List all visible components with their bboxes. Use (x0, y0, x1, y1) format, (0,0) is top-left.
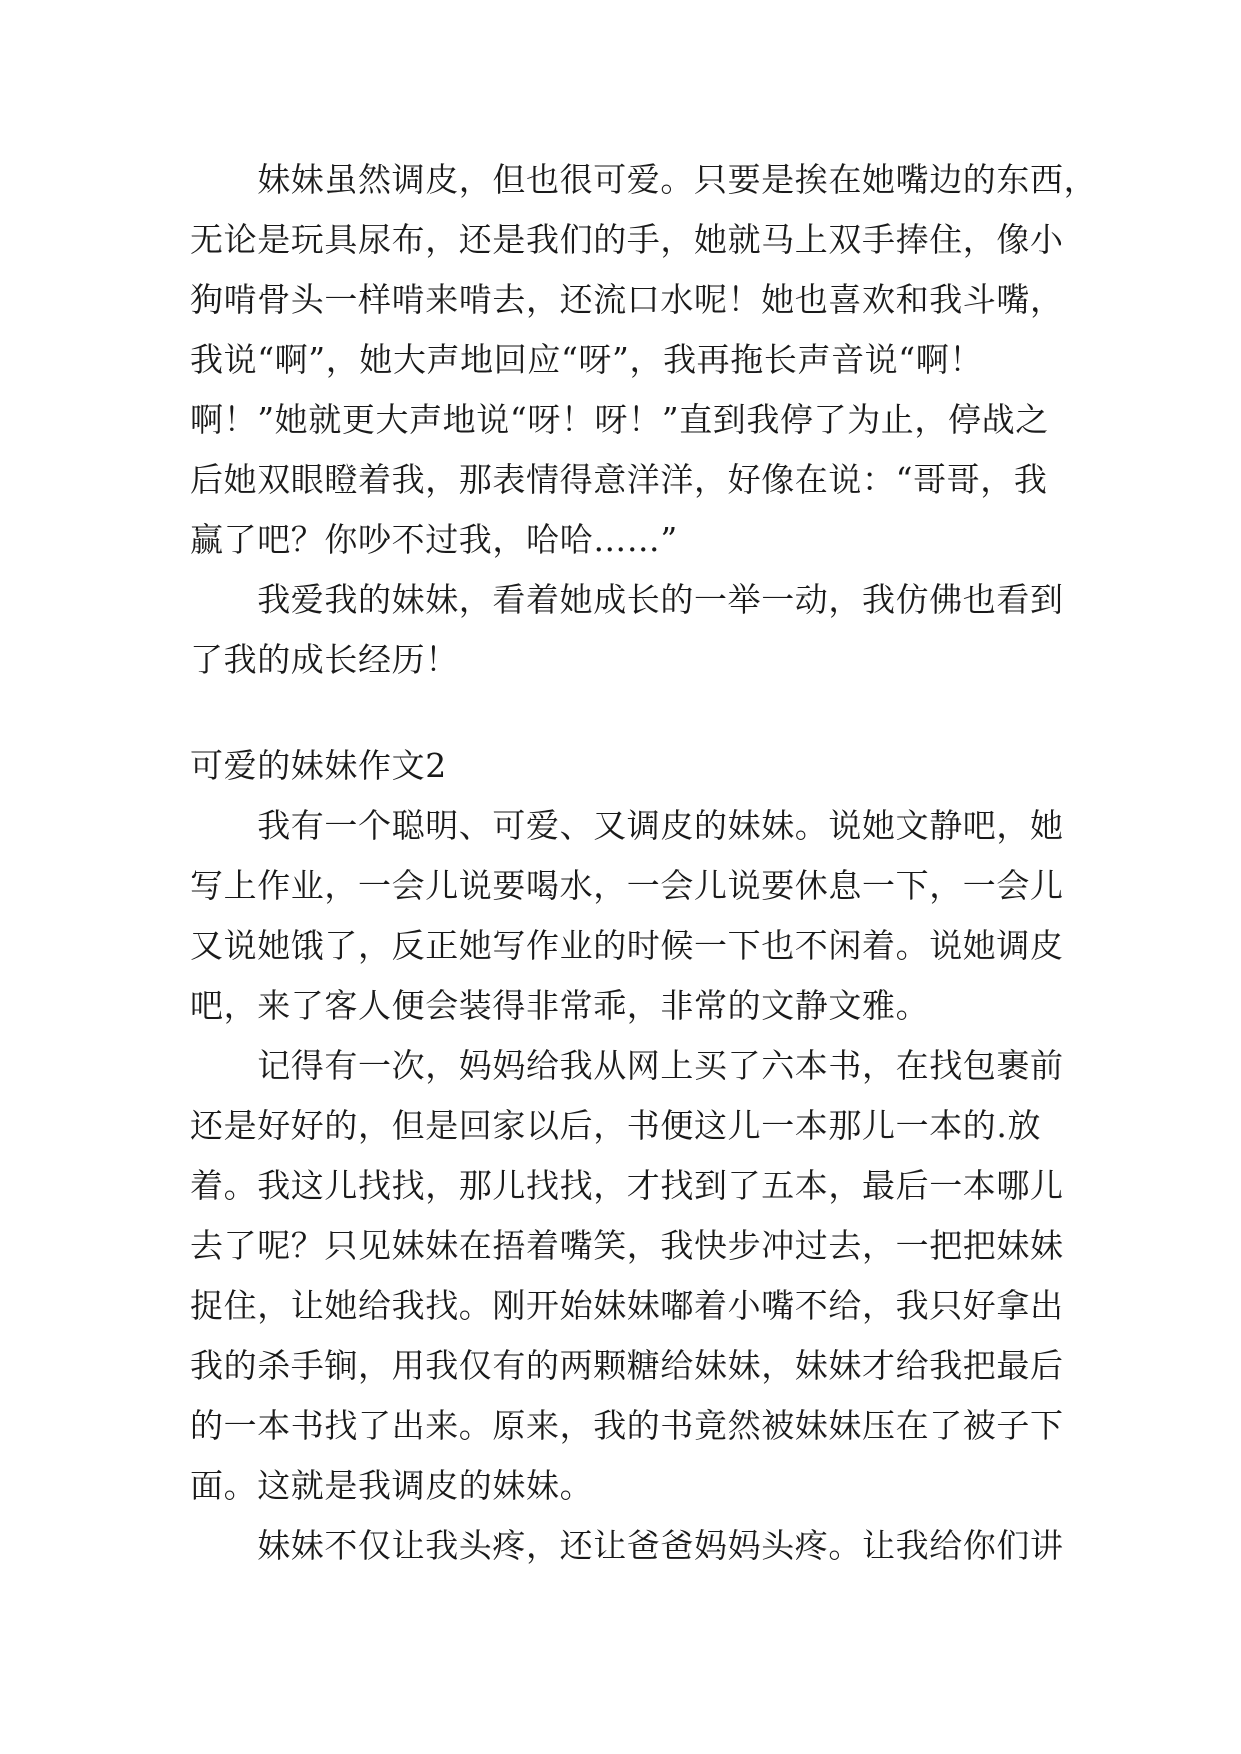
essay-title: 可爱的妹妹作文2 (190, 746, 447, 785)
essay-part-2 (190, 796, 1064, 1576)
text-line: 我说“啊”，她大声地回应“呀”，我再拖长声音说“啊！ (190, 340, 983, 379)
text-line: 去了呢？只见妹妹在捂着嘴笑，我快步冲过去，一把把妹妹 (190, 1226, 1064, 1265)
essay-part-1 (190, 150, 1098, 690)
text-line: 吧，来了客人便会装得非常乖，非常的文静文雅。 (190, 986, 930, 1025)
text-line: 写上作业，一会儿说要喝水，一会儿说要休息一下，一会儿 (190, 866, 1064, 905)
text-line: 我爱我的妹妹，看着她成长的一举一动，我仿佛也看到 (190, 580, 1064, 619)
text-line: 记得有一次，妈妈给我从网上买了六本书，在找包裹前 (190, 1046, 1064, 1085)
text-line: 赢了吧？你吵不过我，哈哈……” (190, 520, 678, 559)
text-line: 面。这就是我调皮的妹妹。 (190, 1466, 594, 1505)
text-line: 又说她饿了，反正她写作业的时候一下也不闲着。说她调皮 (190, 926, 1064, 965)
text-line: 着。我这儿找找，那儿找找，才找到了五本，最后一本哪儿 (190, 1166, 1064, 1205)
text-line: 我的杀手锏，用我仅有的两颗糖给妹妹，妹妹才给我把最后 (190, 1346, 1064, 1385)
text-line: 还是好好的，但是回家以后，书便这儿一本那儿一本的.放 (190, 1106, 1042, 1145)
text-line: 捉住，让她给我找。刚开始妹妹嘟着小嘴不给，我只好拿出 (190, 1286, 1064, 1325)
text-line: 的一本书找了出来。原来，我的书竟然被妹妹压在了被子下 (190, 1406, 1064, 1445)
text-line: 了我的成长经历！ (190, 640, 459, 679)
text-line: 啊！”她就更大声地说“呀！呀！”直到我停了为止，停战之 (190, 400, 1049, 439)
document-page (190, 150, 1098, 1576)
text-line: 妹妹虽然调皮，但也很可爱。只要是挨在她嘴边的东西， (190, 160, 1098, 199)
text-line: 无论是玩具尿布，还是我们的手，她就马上双手捧住，像小 (190, 220, 1064, 259)
text-line: 妹妹不仅让我头疼，还让爸爸妈妈头疼。让我给你们讲 (190, 1526, 1064, 1565)
text-line: 狗啃骨头一样啃来啃去，还流口水呢！她也喜欢和我斗嘴， (190, 280, 1064, 319)
text-line: 后她双眼瞪着我，那表情得意洋洋，好像在说：“哥哥，我 (190, 460, 1048, 499)
text-line: 我有一个聪明、可爱、又调皮的妹妹。说她文静吧，她 (190, 806, 1064, 845)
